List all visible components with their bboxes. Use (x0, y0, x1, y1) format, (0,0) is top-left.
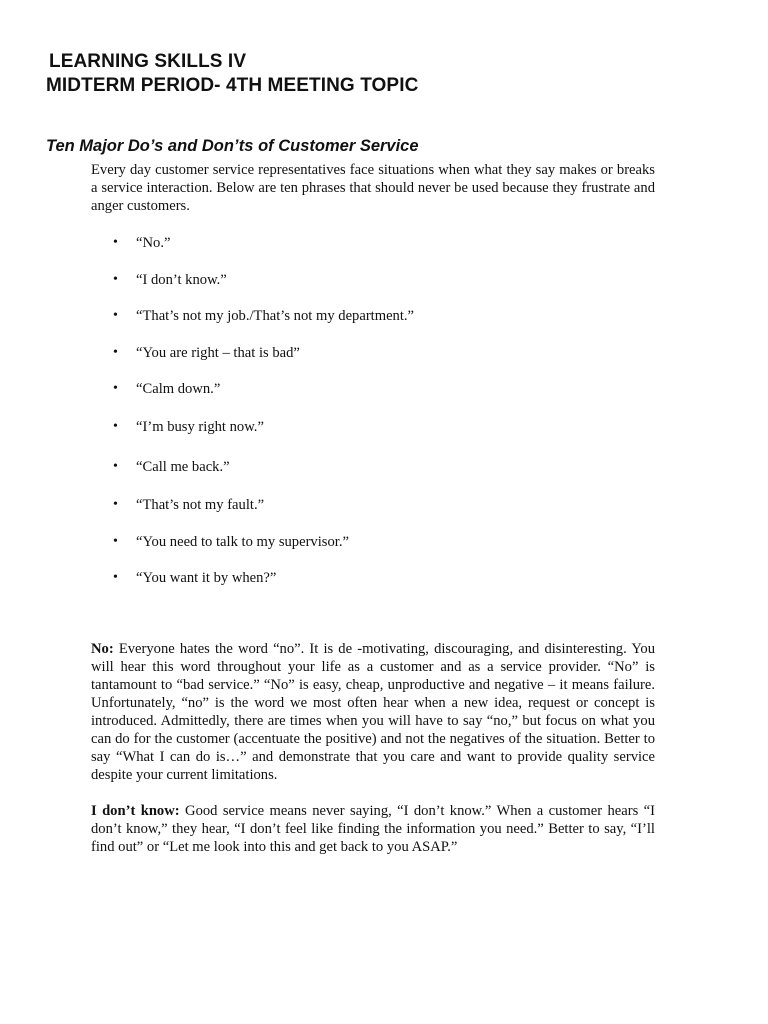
bullet-icon: • (113, 570, 118, 585)
phrase-text: “That’s not my job./That’s not my department.” (136, 308, 415, 324)
bullet-icon: • (113, 381, 118, 396)
bullet-icon: • (113, 497, 118, 512)
bullet-icon: • (113, 272, 118, 287)
phrase-text: “Calm down.” (136, 381, 221, 397)
phrase-text: “Call me back.” (136, 459, 230, 475)
bullet-icon: • (113, 235, 118, 250)
section-title: Ten Major Do’s and Don’ts of Customer Service (46, 137, 419, 155)
bullet-icon: • (113, 459, 118, 474)
explanation-text: Good service means never saying, “I don’t know.” When a customer hears “I don’t know,” they hear, “I don’t feel like finding the information you need.” Better to say, “I’ll find out” or “Let me look into this and get back to you ASAP.” (91, 803, 656, 855)
bullet-icon: • (113, 308, 118, 323)
phrase-text: “You need to talk to my supervisor.” (136, 534, 349, 550)
phrase-text: “No.” (136, 235, 171, 251)
explanation-term: I don’t know: (91, 803, 180, 819)
bullet-icon: • (113, 419, 118, 434)
phrase-text: “I don’t know.” (136, 272, 227, 288)
intro-paragraph: Every day customer service representatives face situations when what they say makes or breaks a service interaction. Below are ten phrases that should never be used because they frustrate and anger customers. (91, 162, 655, 214)
phrase-text: “I’m busy right now.” (136, 419, 264, 435)
explanation-term: No: (91, 641, 114, 657)
phrase-text: “You want it by when?” (136, 570, 277, 586)
explanation-text: Everyone hates the word “no”. It is de -motivating, discouraging, and disinteresting. You will hear this word throughout your life as a customer and as a service provider. “No” is tantamount to “bad service.” “No” is easy, cheap, unproductive and negative – it means failure. Unfortunately, “no” is the word we most often hear when a new idea, request or concept is introduced. Admittedly, there are times when you will have to say “no,” but focus on what you can do for the customer (accentuate the positive) and not the negatives of the situation. Better to say “What I can do is…” and demonstrate that you care and want to provide quality service despite your current limitations. (91, 641, 655, 783)
course-title: LEARNING SKILLS IV (49, 51, 247, 72)
phrase-text: “You are right – that is bad” (136, 345, 300, 361)
explanation-i-dont-know (91, 802, 655, 856)
phrase-text: “That’s not my fault.” (136, 497, 265, 513)
bullet-icon: • (113, 345, 118, 360)
bullet-icon: • (113, 534, 118, 549)
explanation-no (91, 640, 655, 784)
meeting-topic-heading: MIDTERM PERIOD- 4TH MEETING TOPIC (46, 75, 419, 96)
